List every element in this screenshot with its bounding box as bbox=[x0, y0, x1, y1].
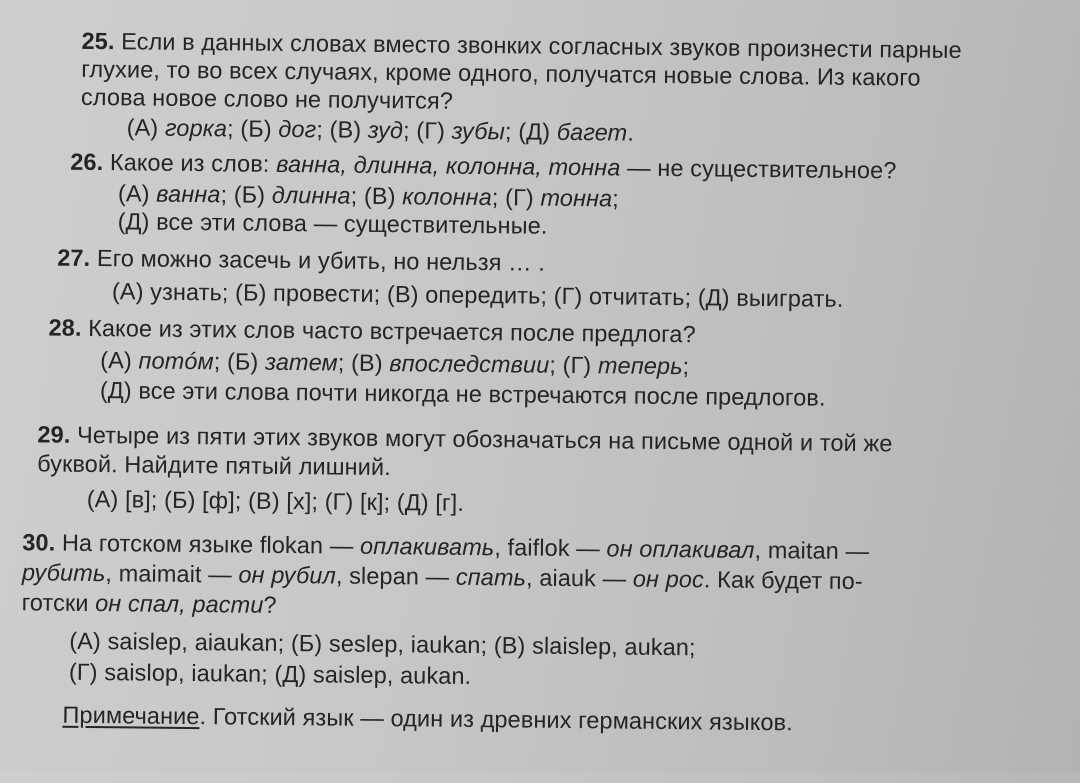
note-label: Примечание bbox=[62, 701, 200, 730]
q25-option-5 bbox=[518, 118, 634, 145]
q30-options-1 bbox=[69, 627, 696, 662]
option-word: багет bbox=[556, 118, 628, 146]
q26-lead: Какое из слов: bbox=[109, 149, 270, 177]
option-label: (А) bbox=[117, 180, 150, 207]
q27-number: 27. bbox=[57, 244, 91, 271]
option-separator: ; bbox=[350, 182, 358, 209]
q29-text-2: буквой. Найдите пятый лишний. bbox=[37, 450, 391, 481]
q25-text-3: слова новое слово не получится? bbox=[80, 83, 454, 114]
option-separator: ; bbox=[612, 185, 620, 212]
q30-line2-segment: , aiauk — bbox=[525, 564, 633, 592]
q28-options bbox=[100, 346, 689, 380]
option-separator: ; bbox=[549, 351, 557, 378]
option-separator: ; bbox=[682, 353, 690, 380]
q30-options-1-text: (А) saislep, aiaukan; (Б) seslep, iaukan; (В) slaislep, aukan; bbox=[69, 627, 696, 661]
q25-line-3 bbox=[81, 83, 453, 115]
option-word: потóм bbox=[138, 347, 214, 375]
option-word: дог bbox=[278, 115, 317, 143]
q25-option-3 bbox=[329, 116, 409, 143]
option-word: ванна bbox=[156, 180, 221, 208]
option-word: зубы bbox=[451, 117, 506, 145]
option-label: (А) bbox=[100, 347, 133, 374]
q25-option-1 bbox=[127, 114, 234, 141]
q30-number: 30. bbox=[22, 529, 56, 556]
q30-line1-segment: , maitan — bbox=[754, 536, 870, 565]
q29-options-text: (А) [в]; (Б) [ф]; (В) [х]; (Г) [к]; (Д) [г]. bbox=[86, 485, 465, 516]
q30-line3-segment: он спал, расти bbox=[95, 590, 264, 618]
q26-option-1 bbox=[118, 180, 227, 207]
option-separator: ; bbox=[402, 117, 410, 144]
q30-line2-segment: . Как будет по- bbox=[703, 566, 863, 595]
q26-option-2 bbox=[234, 181, 358, 208]
q26-tail: — не существительное? bbox=[626, 154, 897, 184]
q26-option-d-text: (Д) все эти слова — существительные. bbox=[117, 208, 548, 239]
q26-number: 26. bbox=[70, 148, 104, 176]
option-word: теперь bbox=[597, 352, 683, 380]
q25-option-2 bbox=[240, 116, 323, 143]
q28-option-4 bbox=[562, 352, 689, 379]
q28-option-1 bbox=[100, 347, 220, 374]
q25-text-2: глухие, то во всех случаях, кроме одного, получатся новые слова. Из какого bbox=[81, 55, 921, 91]
q29-line-2 bbox=[37, 449, 391, 481]
q30-line2-segment: , slepan — bbox=[335, 562, 456, 590]
q30-line1-segment: оплакивать bbox=[359, 532, 495, 561]
option-label: (Б) bbox=[226, 348, 259, 375]
option-word: тонна bbox=[540, 184, 613, 212]
q26-line-1 bbox=[70, 148, 896, 185]
q28-option-d-text: (Д) все эти слова почти никогда не встречаются после предлогов. bbox=[99, 377, 826, 411]
q29-text-1: Четыре из пяти этих звуков могут обозначаться на письме одной и той же bbox=[76, 421, 893, 457]
q25-text-1: Если в данных словах вместо звонких согласных звуков произнести парные bbox=[121, 28, 962, 64]
option-label: (В) bbox=[329, 116, 362, 143]
option-separator: ; bbox=[316, 116, 324, 143]
q30-options-2 bbox=[69, 658, 472, 690]
option-label: (Г) bbox=[562, 351, 592, 379]
option-label: (В) bbox=[363, 182, 396, 210]
option-word: впоследствии bbox=[389, 350, 550, 378]
q30-line1-segment: На готском языке flokan — bbox=[61, 529, 361, 559]
q28-text: Какое из этих слов часто встречается после предлога? bbox=[88, 314, 696, 348]
q30-line2-segment: спать bbox=[455, 563, 527, 591]
option-word: горка bbox=[164, 114, 228, 142]
option-label: (Г) bbox=[504, 184, 534, 211]
q30-line2-segment: он рос bbox=[632, 565, 704, 593]
option-separator: ; bbox=[504, 118, 512, 145]
q26-option-4 bbox=[505, 184, 619, 211]
q30-line2-segment: рубить bbox=[21, 559, 106, 587]
option-separator: . bbox=[627, 119, 635, 146]
q28-line-1 bbox=[48, 314, 695, 349]
option-word: колонна bbox=[402, 183, 492, 211]
option-separator: ; bbox=[337, 349, 345, 376]
note-line bbox=[62, 701, 793, 737]
q29-number: 29. bbox=[37, 421, 71, 448]
q30-line3-segment: ? bbox=[263, 591, 277, 618]
q28-number: 28. bbox=[48, 314, 82, 341]
option-word: зуд bbox=[367, 116, 404, 144]
option-label: (Б) bbox=[233, 181, 266, 208]
q25-options bbox=[127, 113, 635, 146]
q30-options-2-text: (Г) saislop, iaukan; (Д) saislep, aukan. bbox=[68, 658, 472, 689]
q30-line2-segment: он рубил bbox=[238, 561, 337, 589]
option-label: (Д) bbox=[518, 118, 551, 145]
q28-option-3 bbox=[351, 350, 556, 378]
q26-option-d bbox=[118, 207, 548, 239]
option-label: (А) bbox=[126, 114, 159, 141]
option-word: длинна bbox=[271, 181, 351, 209]
q30-line2-segment: , maimait — bbox=[105, 560, 239, 588]
q27-options bbox=[112, 277, 844, 313]
q26-option-3 bbox=[364, 183, 499, 210]
option-separator: ; bbox=[491, 184, 499, 211]
option-label: (Г) bbox=[416, 117, 446, 144]
q27-options-text: (А) узнать; (Б) провести; (В) опередить; (Г) отчитать; (Д) выиграть. bbox=[111, 278, 844, 312]
q28-option-d bbox=[100, 376, 826, 412]
note-text: . Готский язык — один из древних германских языков. bbox=[199, 703, 793, 736]
q30-line1-segment: , faiflok — bbox=[494, 534, 607, 562]
option-separator: ; bbox=[226, 115, 234, 142]
option-separator: ; bbox=[220, 181, 228, 208]
option-word: затем bbox=[264, 348, 338, 376]
q25-number: 25. bbox=[81, 27, 115, 55]
q30-line3-segment: готски bbox=[21, 589, 96, 617]
q28-option-2 bbox=[227, 348, 345, 375]
q29-options bbox=[87, 485, 464, 517]
q27-line-1 bbox=[57, 244, 545, 277]
q26-words: ванна, длинна, колонна, тонна bbox=[276, 150, 621, 181]
option-label: (Б) bbox=[240, 115, 272, 142]
option-label: (В) bbox=[350, 349, 383, 377]
q27-text: Его можно засечь и убить, но нельзя … . bbox=[96, 245, 546, 276]
q30-line1-segment: он оплакивал bbox=[606, 535, 755, 563]
q30-line-3 bbox=[22, 588, 277, 619]
q25-option-4 bbox=[416, 117, 512, 144]
option-separator: ; bbox=[213, 348, 221, 375]
